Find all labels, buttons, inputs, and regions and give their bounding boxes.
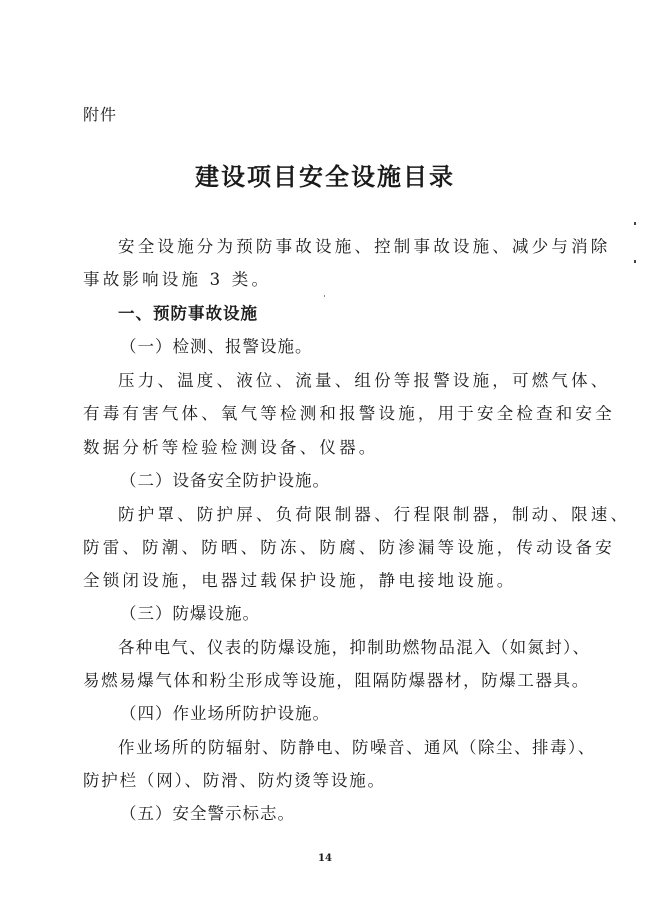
- subsection-heading-2: （二）设备安全防护设施。: [120, 471, 330, 490]
- intro-line-1: 安全设施分为预防事故设施、控制事故设施、减少与消除: [118, 237, 611, 256]
- paragraph-line: 各种电气、仪表的防爆设施，抑制助燃物品混入（如氮封）、: [118, 638, 591, 657]
- subsection-heading-1: （一）检测、报警设施。: [120, 337, 313, 356]
- paragraph-line: 全锁闭设施，电器过载保护设施，静电接地设施。: [83, 571, 517, 590]
- paragraph-line: 作业场所的防辐射、防静电、防噪音、通风（除尘、排毒）、: [118, 738, 596, 757]
- subsection-heading-3: （三）防爆设施。: [120, 604, 260, 623]
- paragraph-line: 防护栏（网）、防滑、防灼烫等设施。: [83, 771, 386, 790]
- intro-line-2: 事故影响设施 3 类。: [83, 270, 272, 289]
- subsection-heading-4: （四）作业场所防护设施。: [120, 704, 330, 723]
- page-title: 建设项目安全设施目录: [195, 163, 455, 191]
- page-number: 14: [318, 853, 332, 864]
- scan-speck: [634, 260, 636, 263]
- attachment-label: 附件: [83, 105, 118, 124]
- paragraph-line: 防护罩、防护屏、负荷限制器、行程限制器，制动、限速、: [118, 505, 631, 524]
- subsection-heading-5: （五）安全警示标志。: [120, 804, 295, 823]
- scan-speck: [634, 222, 636, 225]
- paragraph-line: 压力、温度、液位、流量、组份等报警设施，可燃气体、: [118, 371, 611, 390]
- paragraph-line: 有毒有害气体、氧气等检测和报警设施，用于安全检查和安全: [83, 404, 615, 423]
- paragraph-line: 防雷、防潮、防晒、防冻、防腐、防渗漏等设施，传动设备安: [83, 538, 615, 557]
- section-heading-prevention: 一、预防事故设施: [118, 304, 258, 323]
- paragraph-line: 易燃易爆气体和粉尘形成等设施，阻隔防爆器材，防爆工器具。: [83, 671, 590, 690]
- paragraph-line: 数据分析等检验检测设备、仪器。: [83, 438, 379, 457]
- scan-speck: [324, 295, 325, 297]
